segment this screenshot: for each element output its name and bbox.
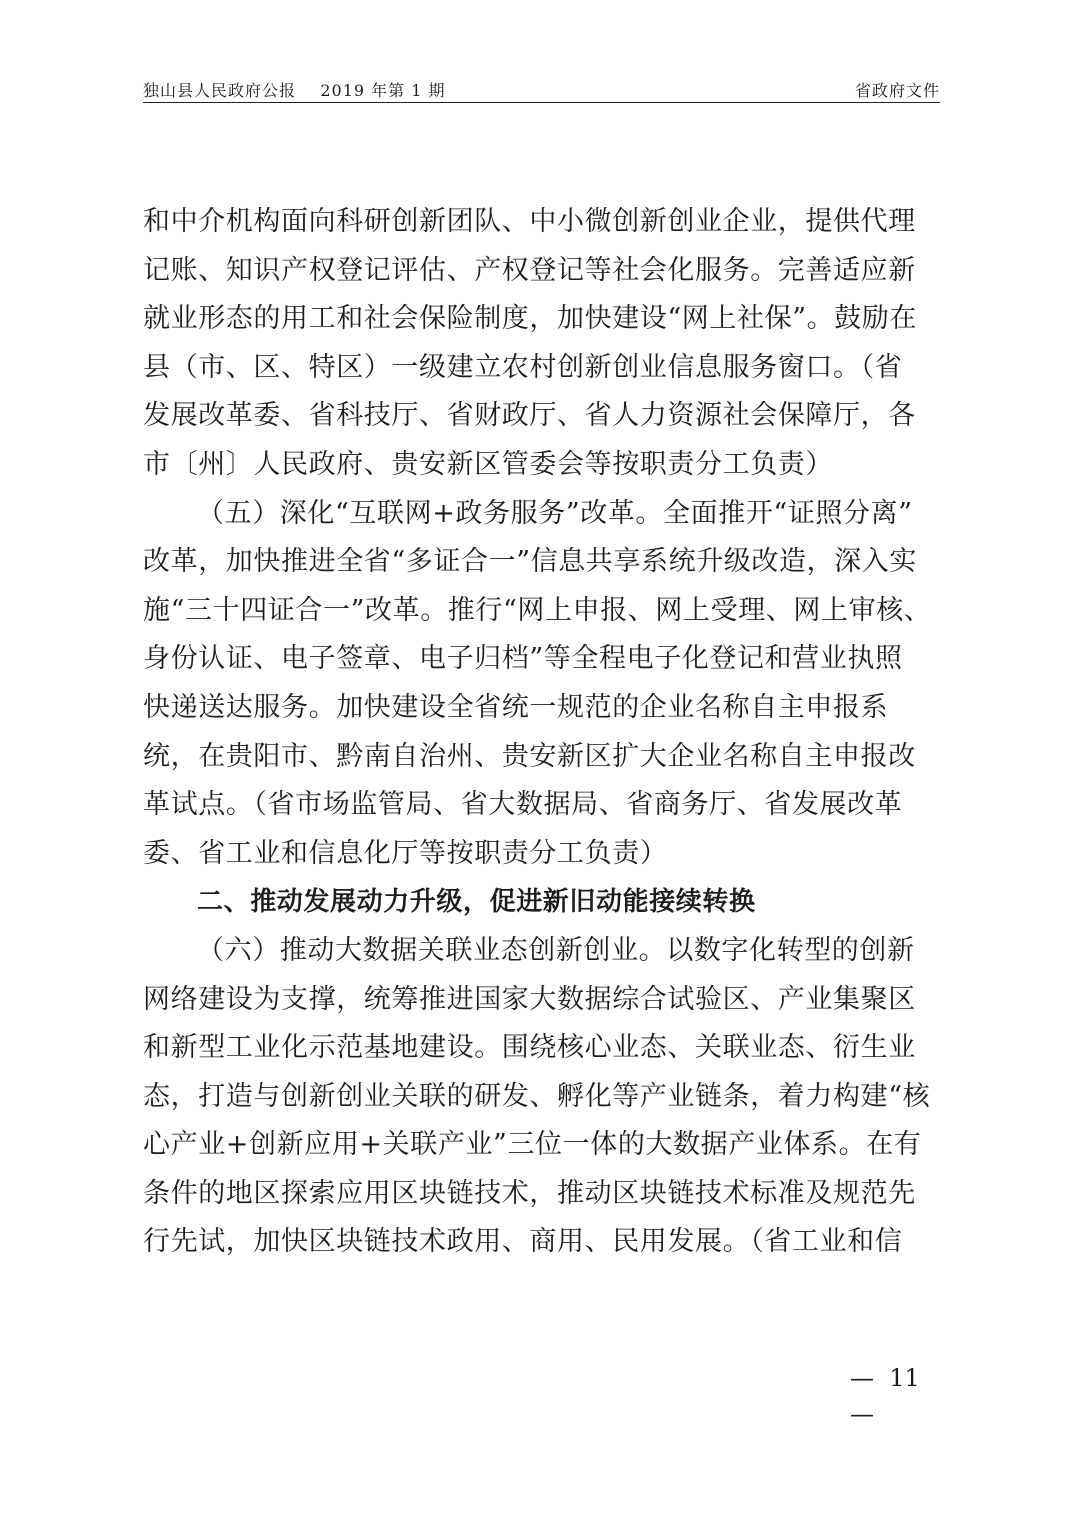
page-dash-lower: — xyxy=(850,1400,874,1428)
header-bulletin-title: 独山县人民政府公报 2019 年第 1 期 xyxy=(143,81,446,100)
text-line: 委、省工业和信息化厅等按职责分工负责） xyxy=(143,837,668,869)
text-line: 记账、知识产权登记评估、产权登记等社会化服务。完善适应新 xyxy=(143,254,916,286)
text-line: 态，打造与创新创业关联的研发、孵化等产业链条，着力构建“核 xyxy=(143,1080,931,1112)
text-line: 和新型工业化示范基地建设。围绕核心业态、关联业态、衍生业 xyxy=(143,1032,916,1064)
header-section-name: 省政府文件 xyxy=(854,81,940,100)
body-text xyxy=(143,198,943,1267)
page-number-row xyxy=(850,1360,920,1396)
text-line: 身份认证、电子签章、电子归档”等全程电子化登记和营业执照 xyxy=(143,643,903,675)
page-dash: — xyxy=(850,1364,874,1392)
text-line: 条件的地区探索应用区块链技术，推动区块链技术标准及规范先 xyxy=(143,1177,916,1209)
text-line: 和中介机构面向科研创新团队、中小微创新创业企业，提供代理 xyxy=(143,206,916,237)
text-line: 快递送达服务。加快建设全省统一规范的企业名称自主申报系 xyxy=(143,691,889,723)
text-line: 市〔州〕人民政府、贵安新区管委会等按职责分工负责） xyxy=(143,448,833,480)
paragraph-start-line: （六）推动大数据关联业态创新创业。以数字化转型的创新 xyxy=(197,934,915,966)
text-line: 发展改革委、省科技厅、省财政厅、省人力资源社会保障厅，各 xyxy=(143,400,916,432)
text-line: 心产业+创新应用+关联产业”三位一体的大数据产业体系。在有 xyxy=(143,1129,922,1161)
page-footer xyxy=(850,1360,920,1432)
text-line: 县（市、区、特区）一级建立农村创新创业信息服务窗口。（省 xyxy=(143,351,903,383)
running-header xyxy=(143,76,940,103)
text-line: 网络建设为支撑，统筹推进国家大数据综合试验区、产业集聚区 xyxy=(143,983,916,1015)
text-line: 行先试，加快区块链技术政用、商用、民用发展。（省工业和信 xyxy=(143,1226,903,1258)
text-line: 统，在贵阳市、黔南自治州、贵安新区扩大企业名称自主申报改 xyxy=(143,740,916,772)
page-number: 11 xyxy=(889,1364,920,1392)
text-line: 改革，加快推进全省“多证合一”信息共享系统升级改造，深入实 xyxy=(143,546,918,578)
text-line: 就业形态的用工和社会保险制度，加快建设“网上社保”。鼓励在 xyxy=(143,303,918,335)
text-line: 施“三十四证合一”改革。推行“网上申报、网上受理、网上审核、 xyxy=(143,594,932,626)
text-line: 革试点。（省市场监管局、省大数据局、省商务厅、省发展改革 xyxy=(143,789,903,821)
paragraph-start-line: （五）深化“互联网+政务服务”改革。全面推开“证照分离” xyxy=(197,497,913,529)
section-heading: 二、推动发展动力升级，促进新旧动能接续转换 xyxy=(197,887,756,918)
